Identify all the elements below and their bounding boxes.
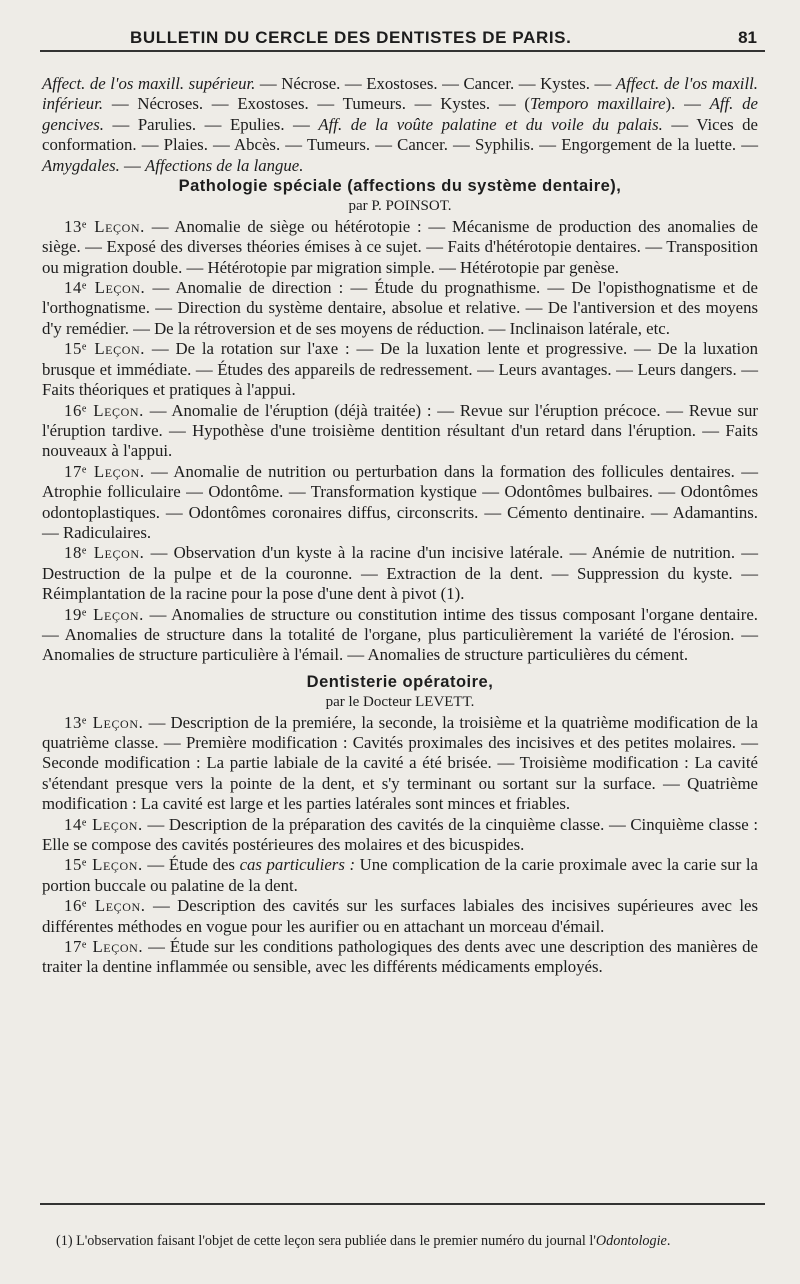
lesson-paragraph xyxy=(42,543,758,604)
lesson-number: 13ᵉ Leçon. xyxy=(64,216,145,236)
section-title-pathologie: Pathologie spéciale (affections du système dentaire), xyxy=(178,177,622,196)
lesson-text: — Étude des xyxy=(142,855,240,875)
lesson-number: 18ᵉ Leçon. xyxy=(64,543,145,563)
lesson-text: — Description de la préparation des cavités de la cinquième classe. — Cinquième classe : Elle se compose des cavités postérieures des molaires et des bicuspides. xyxy=(42,814,759,855)
lesson-number: 15ᵉ Leçon. xyxy=(64,855,143,875)
intro-text: ). — xyxy=(665,94,710,114)
lesson-emphasis: cas particuliers : xyxy=(239,855,356,875)
lesson-text: — Observation d'un kyste à la racine d'un incisive latérale. — Anémie de nutrition. — Destruction de la pulpe et de la couronne. — Extraction de la dent. — Suppression du kyste. — Réimplantation de la racine pour la pose d'une dent à pivot (1). xyxy=(42,543,758,604)
intro-term: Affect. de l'os maxill. inférieur. xyxy=(42,74,758,114)
lesson-paragraph xyxy=(42,217,758,278)
intro-term: Aff. de la voûte palatine et du voile du palais. xyxy=(318,114,663,134)
section-title-dentisterie: Dentisterie opératoire, xyxy=(306,672,494,691)
intro-paragraph xyxy=(42,74,758,176)
footnote-divider xyxy=(40,1203,765,1205)
lesson-paragraph xyxy=(42,855,758,896)
running-header xyxy=(40,26,765,52)
lesson-paragraph xyxy=(42,815,758,856)
lesson-number: 17ᵉ Leçon. xyxy=(64,461,145,481)
intro-term: Temporo maxillaire xyxy=(529,94,666,114)
intro-text: — Parulies. — Epulies. — xyxy=(103,114,319,134)
lesson-paragraph xyxy=(42,713,758,815)
lesson-text: — Anomalie de nutrition ou perturbation dans la formation des follicules dentaires. — Atrophie folliculaire — Odontôme. — Transformation kystique — Odontômes bulbaires. — Odontômes odontoplastiques. — Odontômes coronaires diffus, circonscrits. — Cémento dentinaire. — Adamantins. — Radiculaires. xyxy=(42,461,758,542)
lesson-text: — Étude sur les conditions pathologiques des dents avec une description des manières de traiter la dentine inflammée ou sensible, avec les différents médicaments employés. xyxy=(42,937,758,977)
lesson-paragraph xyxy=(42,401,758,462)
footnote-journal-title: Odontologie xyxy=(595,1233,667,1250)
lesson-number: 16ᵉ Leçon. xyxy=(64,896,146,916)
intro-term: Affections de la langue. xyxy=(145,155,304,175)
lesson-paragraph xyxy=(42,339,758,400)
footnote-end: . xyxy=(666,1233,671,1250)
footnote-text: (1) L'observation faisant l'objet de cette leçon sera publiée dans le premier numéro du journal l' xyxy=(56,1233,596,1250)
lesson-text: — De la rotation sur l'axe : — De la luxation lente et progressive. — De la luxation brusque et immédiate. — Études des appareils de redressement. — Leurs avantages. — Leurs dangers. — Faits théoriques et pratiques à l'appui. xyxy=(42,339,758,400)
intro-text: — Nécrose. — Exostoses. — Cancer. — Kystes. — xyxy=(255,74,616,93)
intro-term: Aff. de gencives. xyxy=(42,94,758,134)
footnote xyxy=(42,1232,758,1250)
running-title: BULLETIN DU CERCLE DES DENTISTES DE PARIS. xyxy=(130,28,572,47)
lesson-number: 15ᵉ Leçon. xyxy=(64,339,146,359)
intro-text: — Nécroses. — Exostoses. — Tumeurs. — Kystes. — ( xyxy=(103,94,530,114)
lesson-text: — Description de la premiére, la seconde, la troisième et la quatrième modification de la quatrième classe. — Première modification : Cavités proximales des incisives et des petites molaires. — Seconde modification : La partie labiale de la cavité a été brisée. — Troisième modification : La cavité s'étendant presque vers la pointe de la dent, et s'y terminant ou sortant sur la surface. — Quatrième modification : La cavité est large et les parties latérales sont minces et friables. xyxy=(42,712,759,814)
intro-text: — Vices de conformation. — Plaies. — Abcès. — Tumeurs. — Cancer. — Syphilis. — Engorgement de la luette. — xyxy=(42,114,758,155)
intro-term: Affect. de l'os maxill. supérieur. xyxy=(42,74,256,93)
lesson-text: — Anomalies de structure ou constitution intime des tissus composant l'organe dentaire. — Anomalies de structure dans la totalité de l'organe, plus particulièrement la variété de l'érosion. — Anomalies de structure particulière à l'émail. — Anomalies de structure particulières du cément. xyxy=(42,604,759,665)
lesson-number: 14ᵉ Leçon. xyxy=(64,814,143,834)
intro-text: — xyxy=(119,155,145,175)
section-author-poinsot: par P. POINSOT. xyxy=(348,198,452,215)
page-number: 81 xyxy=(738,28,757,47)
lesson-text: Une complication de la carie proximale avec la carie sur la portion buccale ou palatine de la dent. xyxy=(42,855,759,895)
lesson-number: 14ᵉ Leçon. xyxy=(64,278,146,298)
page-body xyxy=(42,74,758,978)
lesson-number: 13ᵉ Leçon. xyxy=(64,712,144,732)
lesson-paragraph xyxy=(42,278,758,339)
lesson-number: 19ᵉ Leçon. xyxy=(64,604,144,624)
lesson-text: — Anomalie de direction : — Étude du prognathisme. — De l'opisthognatisme et de l'orthognatisme. — Direction du système dentaire, absolue et relative. — De l'antiversion et des moyens d'y remédier. — De la rétroversion et de ses moyens de réduction. — Inclinaison latérale, etc. xyxy=(42,278,758,338)
intro-term: Amygdales. xyxy=(42,155,120,175)
lesson-text: — Anomalie de l'éruption (déjà traitée) : — Revue sur l'éruption précoce. — Revue sur l'éruption tardive. — Hypothèse d'une troisième dentition résultant d'un retard dans l'éruption. — Faits nouveaux à l'appui. xyxy=(42,400,758,461)
section-author-levett: par le Docteur LEVETT. xyxy=(325,694,475,711)
lesson-number: 17ᵉ Leçon. xyxy=(64,937,144,957)
lesson-paragraph xyxy=(42,937,758,978)
lesson-text: — Description des cavités sur les surfaces labiales des incisives supérieures avec les différentes méthodes en vogue pour les aurifier ou en attachant un morceau d'émail. xyxy=(42,896,759,936)
lesson-paragraph xyxy=(42,462,758,544)
lesson-paragraph xyxy=(42,896,758,937)
lesson-paragraph xyxy=(42,605,758,666)
lesson-text: — Anomalie de siège ou hétérotopie : — Mécanisme de production des anomalies de siège. — Exposé des diverses théories émises à ce sujet. — Faits d'hétérotopie dentaires. — Transposition ou migration double. — Hétérotopie par migration simple. — Hétérotopie par genèse. xyxy=(42,216,758,277)
lesson-number: 16ᵉ Leçon. xyxy=(64,400,144,420)
